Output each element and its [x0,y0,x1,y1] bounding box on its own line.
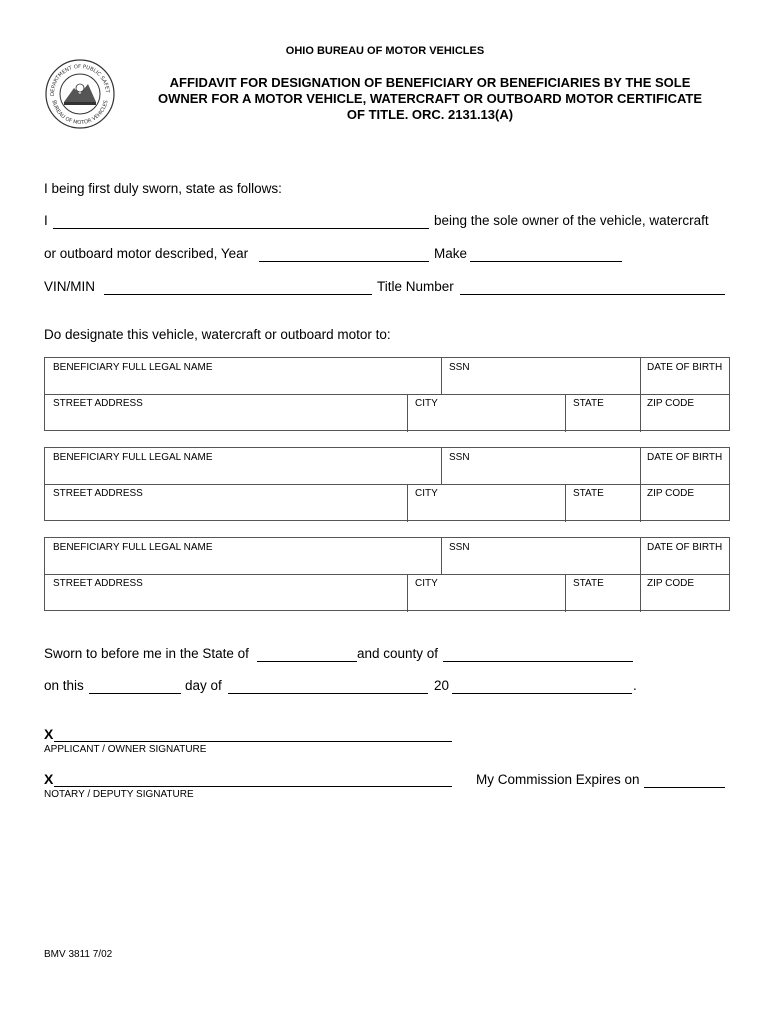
title-line-1: AFFIDAVIT FOR DESIGNATION OF BENEFICIARY OR BENEFICIARIES BY THE SOLE [169,75,691,90]
form-number: BMV 3811 7/02 [44,949,113,960]
beneficiary-state-label[interactable]: STATE [573,578,604,589]
sworn-state-field[interactable] [257,661,357,662]
beneficiary-city-label[interactable]: CITY [415,578,438,589]
owner-suffix: being the sole owner of the vehicle, watercraft [434,213,709,228]
beneficiary-street-label[interactable]: STREET ADDRESS [53,398,143,409]
notary-x-mark: X [44,771,54,787]
title-line-2: OWNER FOR A MOTOR VEHICLE, WATERCRAFT OR OUTBOARD MOTOR CERTIFICATE [157,91,703,106]
agency-name: OHIO BUREAU OF MOTOR VEHICLES [285,45,485,57]
beneficiary-city-label[interactable]: CITY [415,398,438,409]
title-number-label: Title Number [377,279,454,294]
county-label: and county of [357,646,439,661]
day-field[interactable] [89,693,181,694]
vin-field[interactable] [104,294,372,295]
designate-statement: Do designate this vehicle, watercraft or outboard motor to: [44,327,391,342]
beneficiary-dob-label[interactable]: DATE OF BIRTH [647,542,723,553]
owner-prefix: I [44,213,48,228]
title-line-3: OF TITLE. ORC. 2131.13(A) [346,107,514,122]
sworn-period: . [633,678,637,693]
beneficiary-dob-label[interactable]: DATE OF BIRTH [647,452,723,463]
seal-text-top: DEPARTMENT OF PUBLIC SAFET [49,63,111,96]
beneficiary-name-label[interactable]: BENEFICIARY FULL LEGAL NAME [53,542,213,553]
applicant-x-mark: X [44,726,54,742]
commission-expiry-field[interactable] [644,787,725,788]
beneficiary-city-label[interactable]: CITY [415,488,438,499]
beneficiary-zip-label[interactable]: ZIP CODE [647,578,695,589]
beneficiary-ssn-label[interactable]: SSN [449,542,470,553]
day-of-label: day of [185,678,222,693]
applicant-signature-field[interactable] [54,741,452,742]
make-label: Make [434,246,468,261]
beneficiary-name-label[interactable]: BENEFICIARY FULL LEGAL NAME [53,362,213,373]
make-field[interactable] [470,261,622,262]
vin-label: VIN/MIN [44,279,96,294]
sworn-state-label: Sworn to before me in the State of [44,646,249,661]
notary-signature-field[interactable] [54,786,452,787]
owner-name-field[interactable] [53,228,429,229]
on-this-label: on this [44,678,84,693]
seal-text-bottom: BUREAU OF MOTOR VEHICLES [50,99,110,127]
beneficiary-block-3 [44,537,730,611]
beneficiary-block-1 [44,357,730,431]
commission-label: My Commission Expires on [476,772,640,787]
year-prefix: 20 [434,678,450,693]
beneficiary-street-label[interactable]: STREET ADDRESS [53,578,143,589]
beneficiary-block-2 [44,447,730,521]
beneficiary-state-label[interactable]: STATE [573,398,604,409]
beneficiary-zip-label[interactable]: ZIP CODE [647,398,695,409]
form-title [130,75,730,123]
sworn-year-field[interactable] [452,693,632,694]
beneficiary-dob-label[interactable]: DATE OF BIRTH [647,362,723,373]
beneficiary-name-label[interactable]: BENEFICIARY FULL LEGAL NAME [53,452,213,463]
beneficiary-ssn-label[interactable]: SSN [449,362,470,373]
notary-signature-label: NOTARY / DEPUTY SIGNATURE [44,789,194,800]
beneficiary-street-label[interactable]: STREET ADDRESS [53,488,143,499]
year-label: or outboard motor described, Year [44,246,249,261]
month-field[interactable] [228,693,428,694]
intro-statement: I being first duly sworn, state as follows: [44,181,282,196]
county-field[interactable] [443,661,633,662]
beneficiary-ssn-label[interactable]: SSN [449,452,470,463]
title-number-field[interactable] [460,294,725,295]
applicant-signature-label: APPLICANT / OWNER SIGNATURE [44,744,207,755]
year-field[interactable] [259,261,429,262]
beneficiary-state-label[interactable]: STATE [573,488,604,499]
state-seal-icon [44,58,116,130]
beneficiary-zip-label[interactable]: ZIP CODE [647,488,695,499]
